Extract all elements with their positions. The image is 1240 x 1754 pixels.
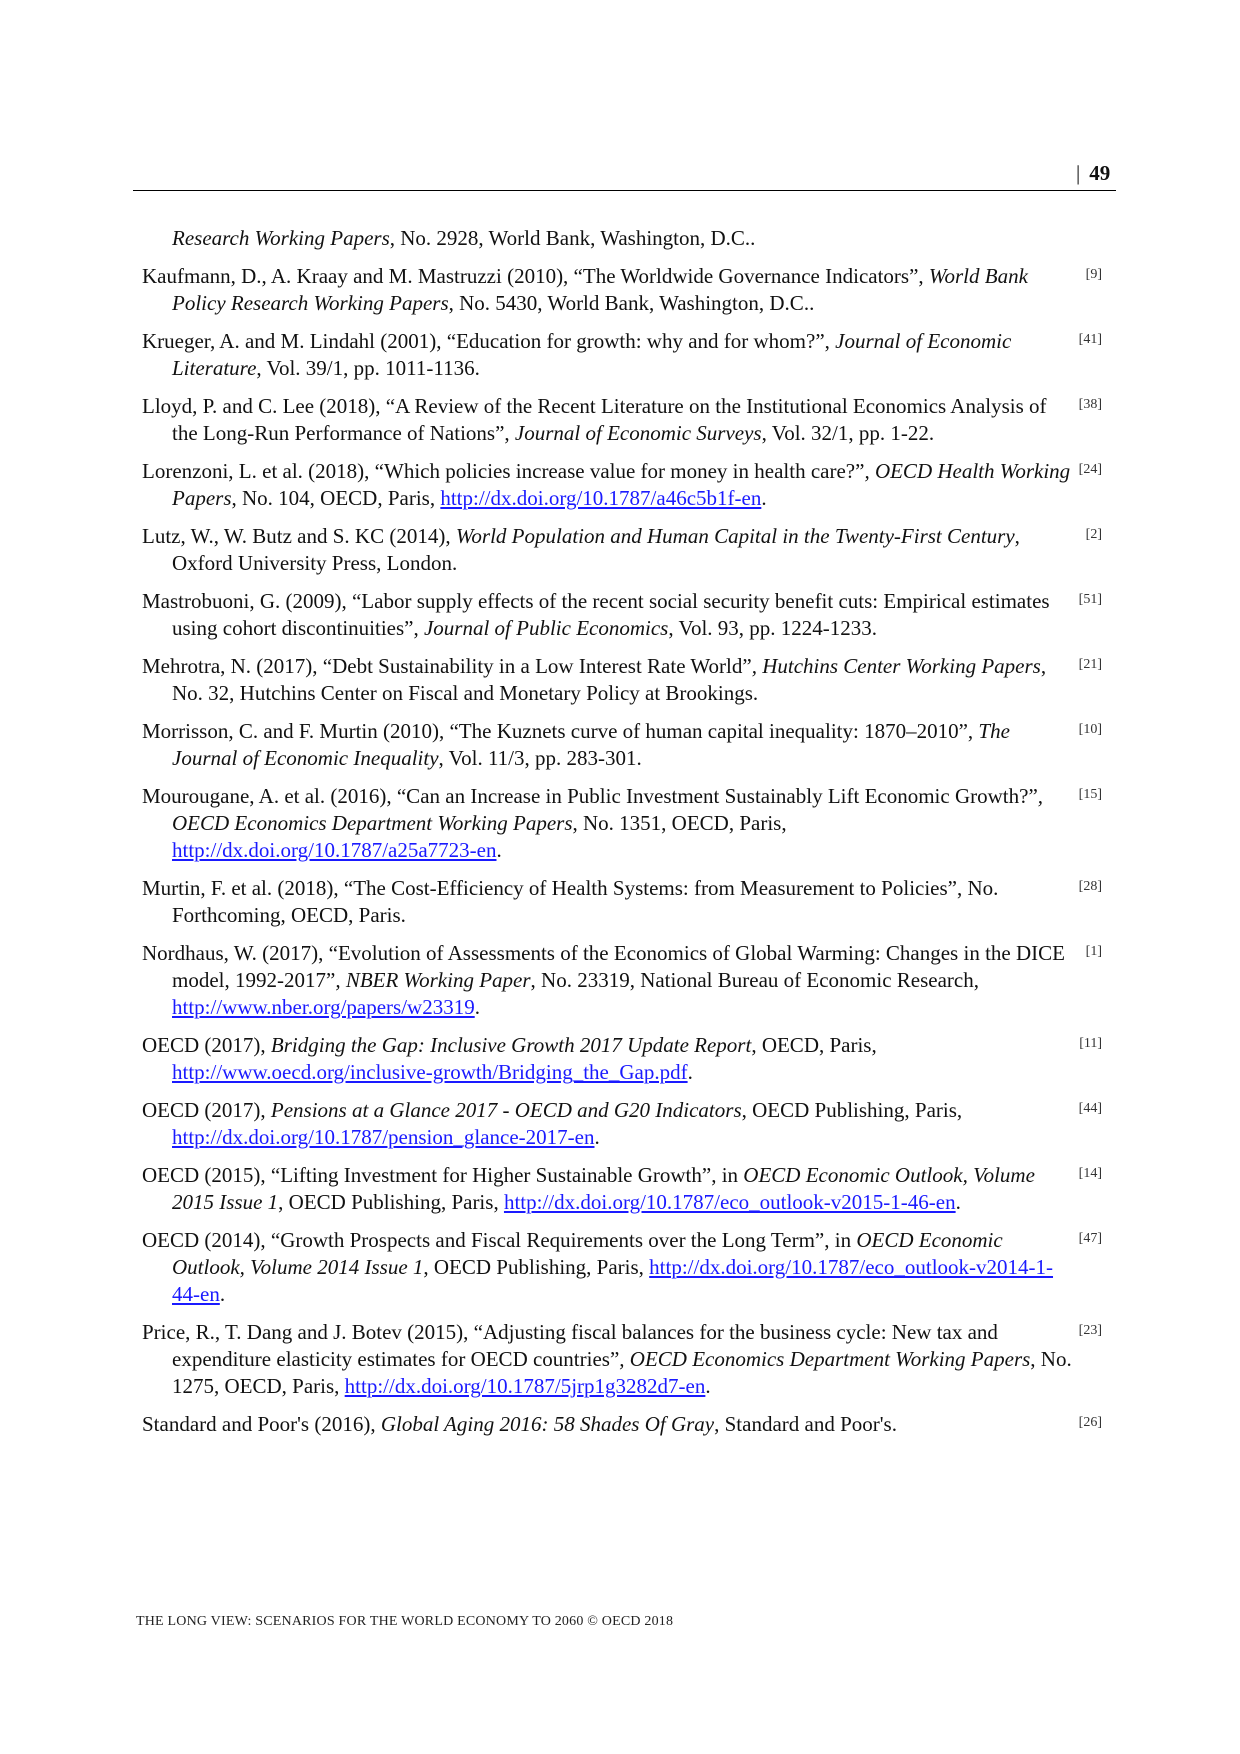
reference-entry	[142, 1227, 1102, 1308]
reference-fragment: Kaufmann, D., A. Kraay and M. Mastruzzi (2010), “The Worldwide Governance Indicators”,	[142, 264, 929, 288]
reference-fragment: , No. 32, Hutchins Center on Fiscal and Monetary Policy at Brookings.	[172, 654, 1047, 705]
reference-fragment: , OECD, Paris,	[751, 1033, 877, 1057]
reference-entry	[142, 225, 1102, 252]
reference-text	[142, 1032, 1072, 1086]
reference-link[interactable]: http://dx.doi.org/10.1787/eco_outlook-v2015-1-46-en	[503, 1190, 956, 1214]
reference-text	[142, 718, 1072, 772]
reference-italic: , OECD Health Working Papers	[172, 459, 1071, 510]
reference-italic: Research Working Papers	[172, 226, 390, 250]
reference-number: [9]	[1085, 267, 1102, 282]
reference-italic: , OECD Economics Department Working Papers	[172, 784, 1044, 835]
reference-entry	[142, 523, 1102, 577]
reference-number: [41]	[1078, 332, 1102, 347]
reference-fragment: , Oxford University Press, London.	[172, 524, 1020, 575]
reference-number: [24]	[1078, 462, 1102, 477]
reference-entry	[142, 1032, 1102, 1086]
reference-entry	[142, 1319, 1102, 1400]
reference-fragment: , Vol. 93, pp. 1224-1233.	[668, 616, 878, 640]
reference-link[interactable]: http://dx.doi.org/10.1787/a46c5b1f-en	[440, 486, 762, 510]
reference-fragment: , No. 1351, OECD, Paris,	[572, 811, 787, 835]
reference-italic: Journal of Economic Literature	[172, 329, 1012, 380]
reference-italic: , NBER Working Paper	[335, 968, 531, 992]
reference-link[interactable]: http://dx.doi.org/10.1787/5jrp1g3282d7-en	[344, 1374, 706, 1398]
reference-text	[142, 263, 1072, 317]
reference-text	[142, 783, 1072, 864]
reference-italic: Bridging the Gap: Inclusive Growth 2017 Update Report	[270, 1033, 752, 1057]
reference-entry	[142, 263, 1102, 317]
reference-italic: The Journal of Economic Inequality	[172, 719, 1010, 770]
reference-link[interactable]: http://dx.doi.org/10.1787/eco_outlook-v2014-1-44-en	[172, 1255, 1054, 1306]
reference-fragment: , OECD Publishing, Paris,	[741, 1098, 963, 1122]
reference-text	[142, 1097, 1072, 1151]
reference-entry	[142, 653, 1102, 707]
reference-italic: Journal of Public Economics	[423, 616, 669, 640]
reference-number: [15]	[1078, 787, 1102, 802]
page-footer: THE LONG VIEW: SCENARIOS FOR THE WORLD ECONOMY TO 2060 © OECD 2018	[136, 1614, 674, 1629]
reference-entry	[142, 940, 1102, 1021]
reference-number: [21]	[1078, 657, 1102, 672]
reference-fragment: Lorenzoni, L. et al. (2018), “Which policies increase value for money in health care?”	[142, 459, 865, 483]
reference-fragment: Lloyd, P. and C. Lee (2018), “A Review of the Recent Literature on the Institutional Economics Analysis of the Long-Run Performance of Nations”,	[142, 394, 1047, 445]
reference-italic: OECD Economic Outlook, Volume 2015 Issue 1	[172, 1163, 1035, 1214]
reference-fragment: , No. 1275, OECD, Paris,	[172, 1347, 1072, 1398]
reference-italic: OECD Economic Outlook, Volume 2014 Issue 1	[172, 1228, 1003, 1279]
reference-number: [11]	[1079, 1036, 1102, 1051]
reference-fragment: OECD (2017),	[142, 1098, 271, 1122]
reference-number: [44]	[1078, 1101, 1102, 1116]
reference-fragment: .	[474, 995, 480, 1019]
reference-italic: Journal of Economic Surveys	[514, 421, 762, 445]
reference-text	[142, 458, 1072, 512]
reference-text	[142, 875, 1072, 929]
page-number: 49	[1089, 161, 1111, 185]
reference-text	[142, 588, 1072, 642]
reference-link[interactable]: http://dx.doi.org/10.1787/a25a7723-en	[172, 838, 497, 862]
reference-entry	[142, 783, 1102, 864]
reference-fragment: , OECD Publishing, Paris,	[423, 1255, 650, 1279]
reference-text	[142, 1162, 1072, 1216]
reference-fragment: .	[219, 1282, 226, 1306]
reference-entry	[142, 1411, 1102, 1438]
reference-number: [14]	[1078, 1166, 1102, 1181]
reference-number: [51]	[1078, 592, 1102, 607]
reference-text	[142, 225, 1072, 252]
reference-entry	[142, 1097, 1102, 1151]
reference-link[interactable]: http://www.nber.org/papers/w23319	[172, 995, 475, 1019]
reference-link[interactable]: http://dx.doi.org/10.1787/pension_glance-2017-en	[172, 1125, 595, 1149]
reference-fragment: OECD (2017),	[142, 1033, 271, 1057]
reference-text	[142, 393, 1072, 447]
reference-fragment: .	[705, 1374, 711, 1398]
reference-fragment: , No. 2928, World Bank, Washington, D.C..	[389, 226, 756, 250]
reference-fragment: .	[496, 838, 502, 862]
reference-fragment: Nordhaus, W. (2017), “Evolution of Assessments of the Economics of Global Warming: Changes in the DICE model, 1992-2017”	[142, 941, 1065, 992]
reference-number: [26]	[1078, 1415, 1102, 1430]
reference-fragment: Morrisson, C. and F. Murtin (2010), “The Kuznets curve of human capital inequality: 1870–2010”,	[142, 719, 979, 743]
reference-entry	[142, 875, 1102, 929]
reference-italic: World Bank Policy Research Working Papers	[172, 264, 1028, 315]
reference-entry	[142, 328, 1102, 382]
reference-text	[142, 328, 1072, 382]
reference-fragment: , No. 104, OECD, Paris,	[231, 486, 441, 510]
reference-fragment: , No. 5430, World Bank, Washington, D.C..	[448, 291, 815, 315]
page-header	[1076, 158, 1110, 188]
reference-link[interactable]: http://www.oecd.org/inclusive-growth/Bridging_the_Gap.pdf	[172, 1060, 688, 1084]
reference-text	[142, 1227, 1072, 1308]
reference-number: [28]	[1078, 879, 1102, 894]
reference-entry	[142, 718, 1102, 772]
reference-italic: Pensions at a Glance 2017 - OECD and G20 Indicators	[270, 1098, 742, 1122]
reference-fragment: Mourougane, A. et al. (2016), “Can an Increase in Public Investment Sustainably Lift Economic Growth?”	[142, 784, 1038, 808]
reference-fragment: , Vol. 11/3, pp. 283-301.	[438, 746, 642, 770]
reference-fragment: Mastrobuoni, G. (2009), “Labor supply effects of the recent social security benefit cuts: Empirical estimates using cohort discontinuities”,	[142, 589, 1050, 640]
reference-fragment: .	[955, 1190, 961, 1214]
reference-number: [23]	[1078, 1323, 1102, 1338]
header-rule	[133, 190, 1116, 191]
reference-number: [2]	[1085, 527, 1102, 542]
reference-text	[142, 1319, 1072, 1400]
reference-fragment: , Vol. 32/1, pp. 1-22.	[761, 421, 935, 445]
reference-italic: , OECD Economics Department Working Papers	[619, 1347, 1031, 1371]
reference-italic: , Hutchins Center Working Papers	[751, 654, 1041, 678]
reference-entry	[142, 588, 1102, 642]
reference-fragment: Standard and Poor's (2016),	[142, 1412, 381, 1436]
reference-fragment: Lutz, W., W. Butz and S. KC (2014),	[142, 524, 456, 548]
reference-fragment: , OECD Publishing, Paris,	[278, 1190, 504, 1214]
header-separator: |	[1076, 161, 1081, 185]
reference-text	[142, 1411, 1072, 1438]
reference-number: [38]	[1078, 397, 1102, 412]
reference-italic: Global Aging 2016: 58 Shades Of Gray	[380, 1412, 715, 1436]
reference-fragment: , No. 23319, National Bureau of Economic Research,	[530, 968, 979, 992]
reference-italic: World Population and Human Capital in the Twenty-First Century	[455, 524, 1015, 548]
reference-number: [47]	[1078, 1231, 1102, 1246]
reference-fragment: Mehrotra, N. (2017), “Debt Sustainability in a Low Interest Rate World”	[142, 654, 752, 678]
reference-entry	[142, 393, 1102, 447]
reference-fragment: OECD (2015), “Lifting Investment for Higher Sustainable Growth”, in	[142, 1163, 744, 1187]
reference-fragment: .	[687, 1060, 693, 1084]
reference-number: [1]	[1085, 944, 1102, 959]
reference-text	[142, 653, 1072, 707]
reference-entry	[142, 1162, 1102, 1216]
reference-number: [10]	[1078, 722, 1102, 737]
reference-fragment: .	[594, 1125, 600, 1149]
reference-fragment: , Standard and Poor's.	[714, 1412, 897, 1436]
reference-fragment: Price, R., T. Dang and J. Botev (2015), “Adjusting fiscal balances for the business cycle: New tax and expenditure elasticity estimates for OECD countries”	[142, 1320, 998, 1371]
reference-fragment: , Vol. 39/1, pp. 1011-1136.	[256, 356, 480, 380]
reference-fragment: OECD (2014), “Growth Prospects and Fiscal Requirements over the Long Term”, in	[142, 1228, 857, 1252]
reference-text	[142, 523, 1072, 577]
reference-fragment: Murtin, F. et al. (2018), “The Cost-Efficiency of Health Systems: from Measurement to Policies”, No. Forthcoming, OECD, Paris.	[142, 876, 999, 927]
reference-fragment: Krueger, A. and M. Lindahl (2001), “Education for growth: why and for whom?”,	[142, 329, 836, 353]
reference-text	[142, 940, 1072, 1021]
reference-fragment: .	[761, 486, 767, 510]
reference-entry	[142, 458, 1102, 512]
reference-list	[142, 225, 1102, 1449]
